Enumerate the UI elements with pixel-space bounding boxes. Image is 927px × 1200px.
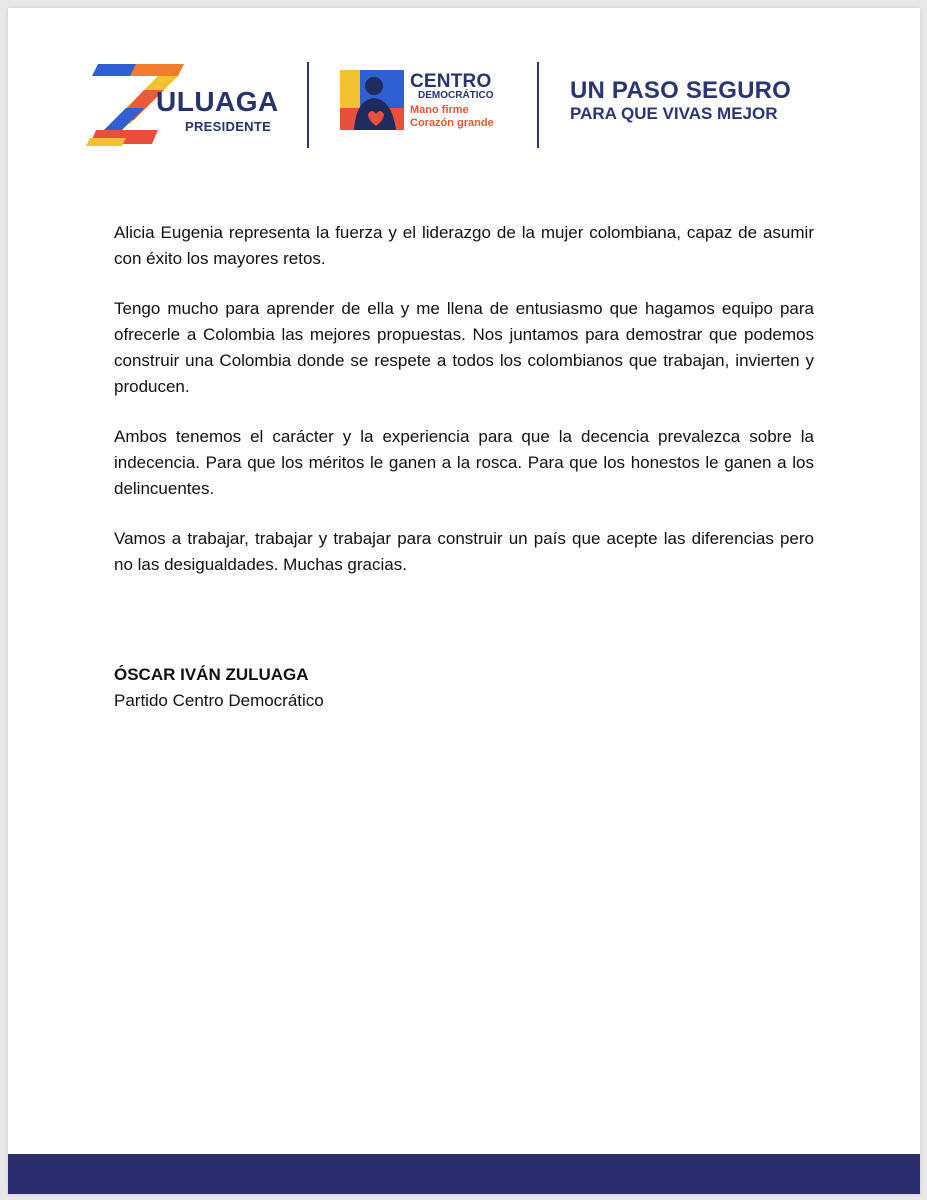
centro-label: CENTRO bbox=[410, 71, 492, 92]
zuluaga-presidente-logo bbox=[86, 54, 286, 146]
democratico-label: DEMOCRÁTICO bbox=[418, 90, 494, 101]
tagline-line-2: PARA QUE VIVAS MEJOR bbox=[570, 104, 778, 123]
body-paragraph: Ambos tenemos el carácter y la experiencia para que la decencia prevalezca sobre la indecencia. Para que los méritos le ganen a la rosca. Para que los honestos le ganen a los delincuentes. bbox=[114, 427, 814, 498]
tagline-line-1: UN PASO SEGURO bbox=[570, 77, 792, 104]
centro-democratico-logo bbox=[338, 68, 528, 144]
centro-democratico-emblem-icon bbox=[338, 68, 406, 136]
document-page bbox=[8, 8, 920, 1194]
signatory-party: Partido Centro Democrático bbox=[114, 691, 324, 710]
body-paragraph: Vamos a trabajar, trabajar y trabajar para construir un país que acepte las diferencias pero no las desigualdades. Muchas gracias. bbox=[114, 529, 814, 574]
signatory-name: ÓSCAR IVÁN ZULUAGA bbox=[114, 665, 309, 684]
body-paragraph: Tengo mucho para aprender de ella y me llena de entusiasmo que hagamos equipo para ofrecerle a Colombia las mejores propuestas. Nos juntamos para demostrar que podemos construir una Colombia donde se respete a todos los colombianos que trabajan, invierten y producen. bbox=[114, 299, 814, 396]
zuluaga-wordmark: ULUAGA bbox=[156, 86, 279, 117]
presidente-label: PRESIDENTE bbox=[185, 119, 272, 134]
signature-block bbox=[114, 662, 324, 714]
body-paragraph: Alicia Eugenia representa la fuerza y el liderazgo de la mujer colombiana, capaz de asumir con éxito los mayores retos. bbox=[114, 223, 814, 268]
slogan-line-2: Corazón grande bbox=[410, 117, 494, 129]
footer-bar bbox=[8, 1154, 920, 1194]
header-divider bbox=[537, 62, 539, 148]
header-divider bbox=[307, 62, 309, 148]
campaign-tagline bbox=[570, 78, 870, 124]
letter-body bbox=[114, 220, 814, 602]
letterhead bbox=[8, 8, 920, 168]
slogan-line-1: Mano firme bbox=[410, 104, 469, 116]
